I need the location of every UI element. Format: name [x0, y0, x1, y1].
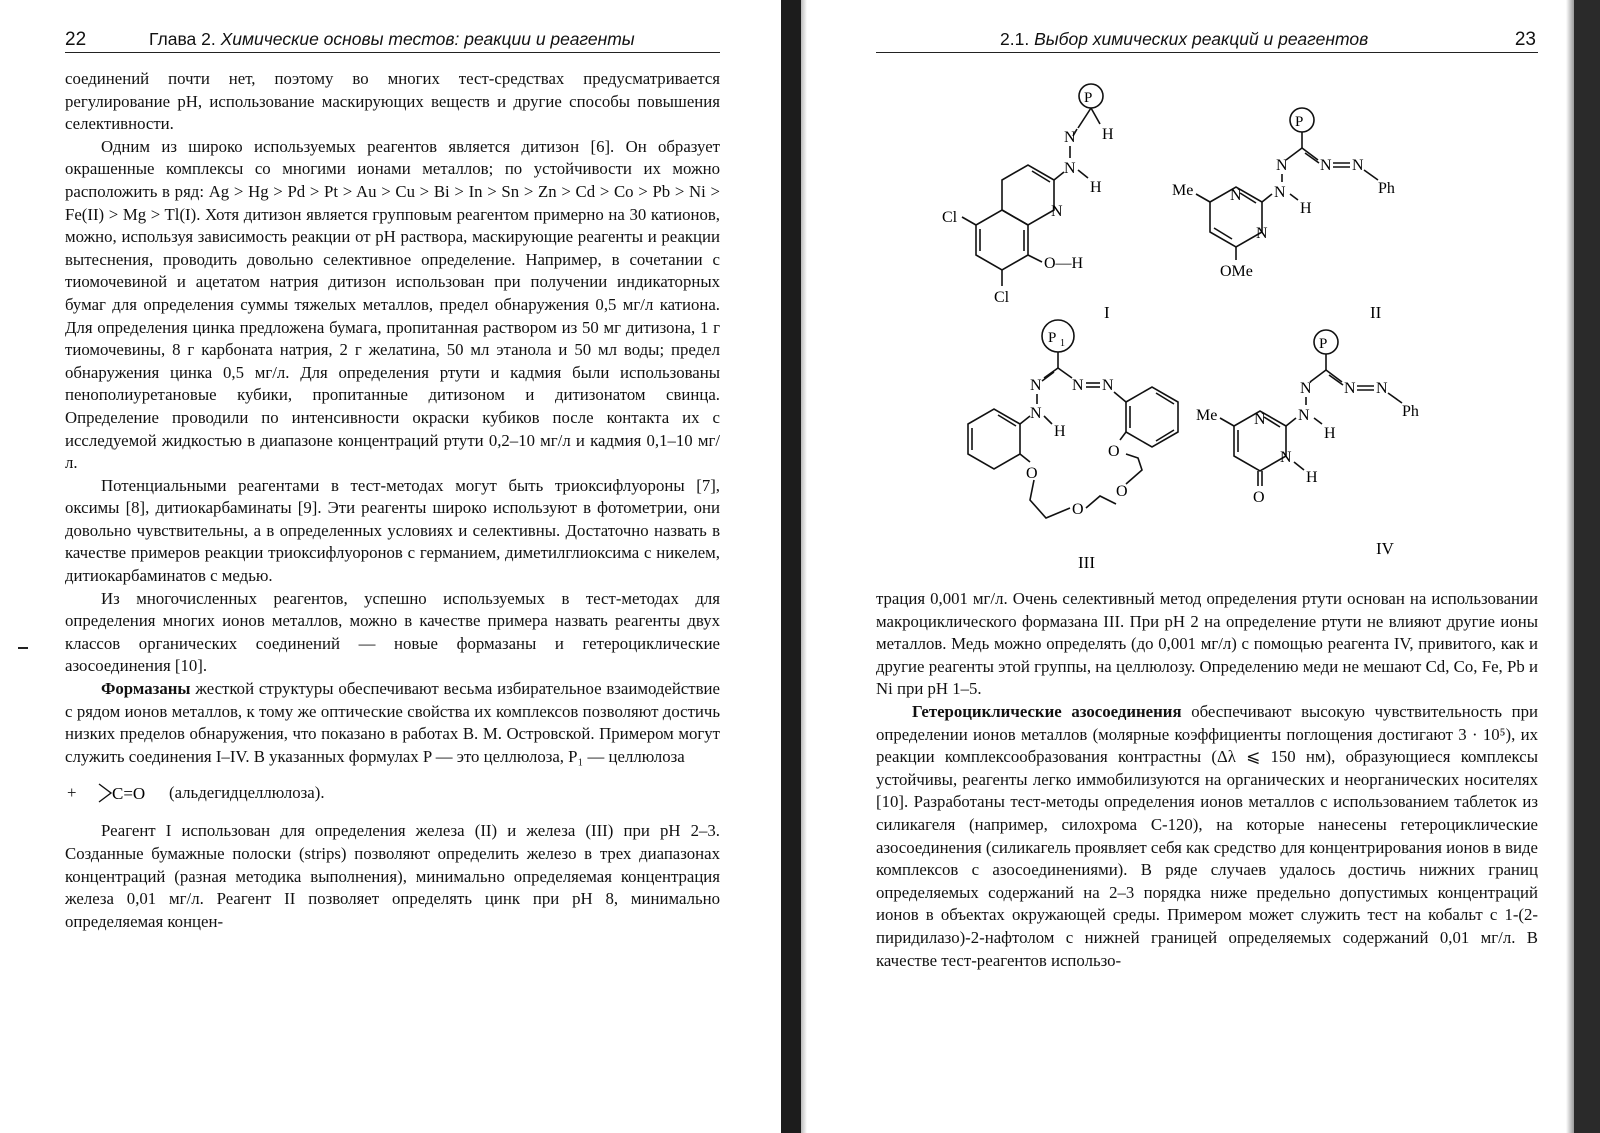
structure-label-II: II: [1370, 303, 1382, 322]
atom-P1-subscript: 1: [1060, 338, 1065, 349]
structure-IV: [1196, 330, 1419, 558]
right-page: [790, 0, 1600, 1133]
atom-OH: O—H: [1044, 255, 1084, 272]
atom-O: O: [1253, 489, 1265, 506]
structure-II: [1172, 108, 1395, 322]
atom-N: N: [1298, 407, 1310, 424]
atom-N: N: [1102, 377, 1114, 394]
bold-term: Формазаны: [101, 679, 191, 699]
atom-N: N: [1256, 225, 1268, 242]
atom-N: N: [1030, 405, 1042, 422]
paragraph: соединений почти нет, поэтому во многих тест-средствах предусматривается регулирование pH, использование маскирующих веществ и другие способы повышения селективности.: [65, 69, 720, 134]
atom-N: N: [1064, 129, 1076, 146]
atom-N: N: [1300, 380, 1312, 397]
atom-N: N: [1280, 449, 1292, 466]
bold-term: Гетероциклические азосоединения: [912, 701, 1182, 721]
atom-P: P: [1319, 336, 1328, 352]
atom-OMe: OMe: [1220, 263, 1253, 280]
structure-label-I: I: [1104, 303, 1110, 322]
atom-N: N: [1274, 184, 1286, 201]
formula-note: (альдегидцеллюлоза).: [169, 783, 325, 803]
atom-N: N: [1352, 157, 1364, 174]
atom-Ph: Ph: [1402, 403, 1419, 420]
atom-N: N: [1320, 157, 1332, 174]
paragraph-rest: обеспечивают высокую чувствительность при определении ионов металлов (молярные коэффициенты поглощения достигают 3 · 10⁵), их реакции комплексообразования контрастны (Δλ ⩽ 150 нм), образующиеся комплексы устойчивы, реагенты легко иммобилизуются на органических и неорганических носителях [10]. Разработаны тест-методы определения ионов металлов с использованием таблеток из силикагеля (например, силохрома С-120), на которые нанесены гетероциклические азосоединения (силикагель проявляет себя как средство для концентрирования ионов в виде комплексов с азосоединениями). В ряде случаев удалось достичь нижних границ определяемых содержаний на 2–3 порядка ниже предельно допустимых концентраций ионов в объектах окружающей среды. Примером может служить тест на кобальт с 1-(2-пиридилазо)-2-нафтолом с нижней границей определяемых содержаний 0,01 мг/л. В качестве тест-реагентов использо-: [876, 701, 1538, 970]
section-title: Выбор химических реакций и реагентов: [1034, 29, 1369, 49]
paragraph: Из многочисленных реагентов, успешно используемых в тест-методах для определения многих ионов металлов, можно в качестве примера назвать реагенты двух классов органических соединений — новые формазаны и гетероциклические азосоединения [10].: [65, 588, 720, 676]
margin-mark: [18, 647, 28, 649]
left-running-title: [149, 29, 635, 50]
atom-H: H: [1054, 423, 1066, 440]
aldehyde-formula-line: [65, 780, 720, 806]
right-body-text: [876, 588, 1538, 972]
left-page-number: 22: [65, 29, 87, 50]
structure-I: [942, 84, 1114, 322]
right-running-title: [1000, 29, 1368, 50]
atom-H: H: [1306, 469, 1318, 486]
azo-paragraph: [876, 701, 1538, 972]
atom-Ph: Ph: [1378, 180, 1395, 197]
atom-N: N: [1344, 380, 1356, 397]
left-page: [0, 0, 770, 1133]
atom-N: N: [1376, 380, 1388, 397]
paragraph: трация 0,001 мг/л. Очень селективный метод определения ртути основан на использовании макроциклического формазана III. При pH 2 на определение ртути не влияют другие ионы металлов. Медь можно определять (до 0,001 мг/л) с помощью реагента IV, привитого, как и другие реагенты этой группы, на целлюлозу. Определению меди не мешают Cd, Co, Fe, Pb и Ni при pH 1–5.: [876, 589, 1538, 699]
right-running-header: [876, 28, 1538, 53]
plus-sign: +: [67, 783, 77, 803]
carbonyl-group: C=O: [112, 784, 146, 804]
paragraph: Одним из широко используемых реагентов является дитизон [6]. Он образует окрашенные комплексы со многими ионами металлов; по устойчивости их можно расположить в ряд: Ag > Hg > Pd > Pt > Au > Cu > Bi > In > Sn > Zn > Cd > Co > Pb > Ni > Fe(II) > Mg > Tl(I). Хотя дитизон является групповым реагентом примерно на 30 катионов, можно, используя зависимость реакции от pH раствора, маскирующие реагенты и реакции вытеснения, проводить довольно селективное определение. Например, в сочетании с тиомочевиной и ацетатом натрия дитизон использован при получении индикаторных бумаг для определения суммы тяжелых металлов, предел обнаружения 0,5 мг/л катиона. Для определения цинка предложена бумага, пропитанная раствором из 50 мг дитизона, 1 г тиомочевины, 8 г карбоната натрия, 2 г желатина, 50 мл этанола и 50 мл воды; предел обнаружения цинка 0,5 мг/л. Для определения ртути и кадмия были использованы пенополиуретановые кубики, пропитанные дитизоном и дитизонатом свинца. Определение проводили по интенсивности окраски кубиков после контакта их с исследуемой жидкостью в диапазоне концентраций ртути 0,2–10 мг/л и кадмия 0,1–10 мг/л.: [65, 136, 720, 473]
atom-N: N: [1072, 377, 1084, 394]
atom-O: O: [1072, 501, 1084, 518]
atom-H: H: [1090, 179, 1102, 196]
paragraph-rest: жесткой структуры обеспечивают весьма избирательное взаимодействие с рядом ионов металлов, к тому же оптические свойства их комплексов позволяют достичь низких пределов обнаружения, что показано в работах В. М. Островской. Примером могут служить соединения I–IV. В указанных формулах P — это целлюлоза, P₁ — целлюлоза: [65, 679, 720, 766]
atom-O: O: [1116, 483, 1128, 500]
left-body-text: [65, 68, 720, 933]
atom-N: N: [1051, 203, 1063, 220]
atom-N: N: [1030, 377, 1042, 394]
atom-Me: Me: [1172, 182, 1194, 199]
atom-O: O: [1026, 465, 1038, 482]
atom-P: P: [1084, 90, 1093, 106]
structure-label-IV: IV: [1376, 539, 1394, 558]
structure-III: [968, 320, 1178, 572]
paragraph: Потенциальными реагентами в тест-методах могут быть триоксифлуороны [7], оксимы [8], дитиокарбаминаты [9]. Эти реагенты широко используют в фотометрии, они довольно чувствительны, а в определенных условиях и селективны. Достаточно назвать в качестве примеров реакции триоксифлуоронов с германием, диметилглиоксима с никелем, дитиокарбаминатов с медью.: [65, 475, 720, 586]
formazan-paragraph: [65, 678, 720, 768]
atom-H: H: [1102, 126, 1114, 143]
atom-P: P: [1295, 114, 1304, 130]
atom-O: O: [1108, 443, 1120, 460]
structure-label-III: III: [1078, 553, 1095, 572]
atom-N: N: [1254, 411, 1266, 428]
paragraph: Реагент I использован для определения железа (II) и железа (III) при pH 2–3. Созданные бумажные полоски (strips) позволяют определить железо в трех диапазонах концентраций (разная методика выполнения), минимально определяемая концентрация железа 0,01 мг/л. Реагент II позволяет определять цинк при pH 8, минимально определяемая концен-: [65, 821, 720, 931]
atom-H: H: [1300, 200, 1312, 217]
atom-Me: Me: [1196, 407, 1218, 424]
atom-Cl: Cl: [994, 289, 1010, 306]
right-page-number: 23: [1514, 29, 1536, 50]
page-edge-shade: [1566, 0, 1574, 1133]
left-running-header: [65, 28, 720, 53]
atom-Cl: Cl: [942, 209, 958, 226]
atom-N: N: [1064, 160, 1076, 177]
atom-N: N: [1230, 187, 1242, 204]
atom-N: N: [1276, 157, 1288, 174]
atom-H: H: [1324, 425, 1336, 442]
section-number: 2.1.: [1000, 29, 1030, 49]
atom-P1: P: [1048, 330, 1057, 346]
chapter-label: Глава 2.: [149, 29, 216, 49]
carbonyl-formula: [95, 780, 165, 806]
page-edge: [1574, 0, 1600, 1133]
chemical-structures-figure: [942, 60, 1570, 580]
chapter-title: Химические основы тестов: реакции и реагенты: [220, 29, 635, 49]
